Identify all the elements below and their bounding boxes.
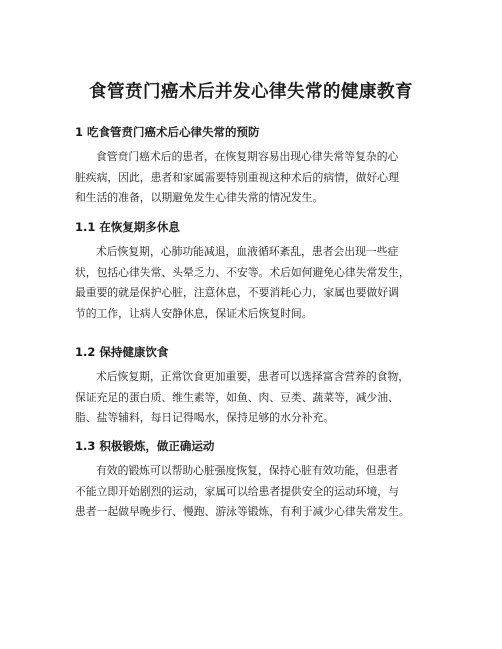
paragraph-line: 术后恢复期，心肺功能减退，血液循环紊乱，患者会出现一些症	[96, 245, 399, 258]
paragraph-line: 术后恢复期，正常饮食更加重要，患者可以选择富含营养的食物，	[96, 370, 410, 383]
paragraph-line: 患者一起做早晚步行、慢跑、游泳等锻炼，有利于减少心律失常发生。	[75, 505, 410, 519]
section-paragraph	[75, 147, 455, 209]
section-diet	[75, 343, 455, 429]
paragraph-line: 脏疾病，因此，患者和家属需要特别重视这种术后的病情，做好心理	[75, 170, 399, 184]
paragraph-line: 有效的锻炼可以帮助心脏强度恢复，保持心脏有效功能，但患者	[96, 464, 399, 477]
paragraph-line: 脂、盐等辅料，每日记得喝水，保持足够的水分补充。	[75, 411, 335, 425]
section-exercise	[75, 437, 455, 523]
section-heading: 1 吃食管贲门癌术后心律失常的预防	[75, 125, 260, 139]
paragraph-line: 不能立即开始剧烈的运动，家属可以给患者提供安全的运动环境，与	[75, 484, 399, 498]
section-heading: 1.1 在恢复期多休息	[75, 220, 180, 234]
paragraph-line: 食管贲门癌术后的患者，在恢复期容易出现心律失常等复杂的心	[96, 150, 399, 163]
paragraph-line: 和生活的准备，以期避免发生心律失常的情况发生。	[75, 191, 324, 205]
section-paragraph	[75, 461, 455, 523]
section-paragraph	[75, 367, 455, 429]
paragraph-line: 最重要的就是保护心脏，注意休息，不要消耗心力，家属也要做好调	[75, 286, 399, 300]
section-heading: 1.2 保持健康饮食	[75, 345, 169, 359]
paragraph-line: 节的工作，让病人安静休息，保证术后恢复时间。	[75, 306, 313, 320]
paragraph-line: 保证充足的蛋白质、维生素等，如鱼、肉、豆类、蔬菜等，减少油、	[75, 390, 399, 404]
paragraph-line: 状，包括心律失常、头晕乏力、不安等。术后如何避免心律失常发生，	[75, 265, 410, 279]
section-heading: 1.3 积极锻炼，做正确运动	[75, 439, 215, 453]
document-title: 食管贲门癌术后并发心律失常的健康教育	[89, 82, 413, 102]
section-rest	[75, 218, 455, 324]
section-paragraph	[75, 242, 455, 324]
section-prevention	[75, 123, 455, 209]
